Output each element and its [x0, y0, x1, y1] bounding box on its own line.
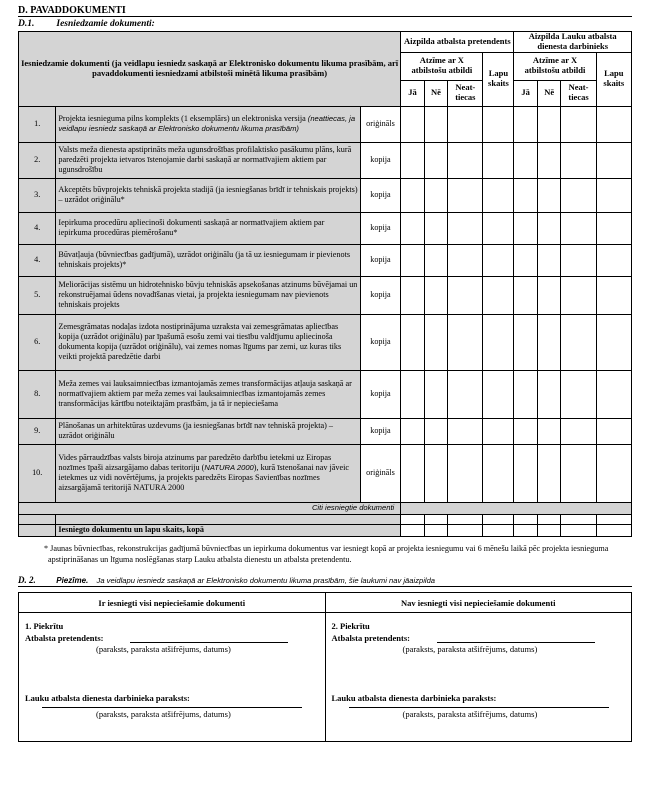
checkbox-cell[interactable] — [561, 314, 596, 370]
checkbox-cell[interactable] — [561, 142, 596, 178]
document-type: kopija — [360, 212, 401, 244]
checkbox-cell[interactable] — [401, 418, 424, 444]
header-documents: Iesniedzamie dokumenti (ja veidlapu iesniedz saskaņā ar Elektronisko dokumentu likuma prasībām, arī pavaddokumenti iesniedzami atbilstoši minētā likuma prasībām) — [19, 32, 401, 107]
pages-cell[interactable] — [483, 244, 514, 276]
checkbox-cell[interactable] — [448, 444, 483, 502]
row-number: 1. — [19, 106, 56, 142]
checkbox-cell[interactable] — [537, 212, 560, 244]
document-row — [19, 276, 632, 314]
total-cell[interactable] — [401, 524, 424, 536]
checkbox-cell[interactable] — [537, 276, 560, 314]
checkbox-cell[interactable] — [448, 106, 483, 142]
checkbox-cell[interactable] — [424, 178, 447, 212]
checkbox-cell[interactable] — [448, 370, 483, 418]
checkbox-cell[interactable] — [424, 514, 447, 524]
officer-label: Lauku atbalsta dienesta darbinieka paraksts: — [331, 693, 497, 704]
officer-signature-line[interactable] — [349, 697, 609, 708]
document-description: Meža zemes vai lauksaimniecības izmantojamās zemes transformācijas atļauja saskaņā ar normatīvajiem aktiem par meža zemes vai lauksaimniecības izmantojamās zemes transformācijas kārtību noteiktajām prasībām, ja tā ir nepieciešama — [56, 370, 360, 418]
checkbox-cell[interactable] — [401, 212, 424, 244]
row-number: 2. — [19, 142, 56, 178]
total-cell[interactable] — [424, 524, 447, 536]
document-description: Valsts meža dienesta apstiprināts meža ugunsdrošības profilaktisko pasākumu plāns, kurā paredzēti projekta ietvaros īstenojamie darbi saskaņā ar normatīvajiem aktiem par ugunsdrošību — [56, 142, 360, 178]
checkbox-cell[interactable] — [401, 276, 424, 314]
subsection-d1 — [18, 17, 632, 31]
document-description: Vides pārraudzības valsts biroja atzinums par paredzēto darbību ietekmi uz Eiropas nozīmes īpaši aizsargājamo dabas teritoriju (NATURA 2000), kurā īstenošanai nav jāveic ietekmes uz vidi novērtējums, ja projekts paredzēts Eiropas Savienības nozīmes aizsargājamā teritorijā NATURA 2000 — [56, 444, 360, 502]
checkbox-cell[interactable] — [448, 142, 483, 178]
checkbox-cell[interactable] — [401, 444, 424, 502]
header-service-group: Aizpilda Lauku atbalsta dienesta darbinieks — [514, 32, 632, 53]
checkbox-cell[interactable] — [448, 212, 483, 244]
checkbox-cell[interactable] — [537, 244, 560, 276]
document-type: kopija — [360, 418, 401, 444]
subsection-number: D.1. — [18, 19, 35, 29]
total-pages-cell[interactable] — [483, 524, 514, 536]
document-type: oriģināls — [360, 106, 401, 142]
other-docs-label: Citi iesniegtie dokumenti — [19, 502, 401, 514]
checkbox-cell[interactable] — [514, 142, 537, 178]
header-no: Nē — [424, 80, 447, 106]
checkbox-cell[interactable] — [448, 276, 483, 314]
checkbox-cell[interactable] — [448, 418, 483, 444]
row-number: 9. — [19, 418, 56, 444]
header-not-submitted-all: Nav iesniegti visi nepieciešamie dokumenti — [325, 593, 632, 613]
checkbox-cell[interactable] — [424, 244, 447, 276]
row-number: 8. — [19, 370, 56, 418]
checkbox-cell[interactable] — [424, 212, 447, 244]
checkbox-cell[interactable] — [537, 178, 560, 212]
document-description: Meliorācijas sistēmu un hidrotehnisko būvju tehniskās apsekošanas atzinums būvējamai un rekonstruējamai ūdens novadīšanas vietai, ja projekta iesniegumam nav pievienots tehniskais projekts — [56, 276, 360, 314]
total-cell[interactable] — [514, 524, 537, 536]
checkbox-cell[interactable] — [561, 444, 596, 502]
pages-cell[interactable] — [596, 314, 631, 370]
header-no: Nē — [537, 80, 560, 106]
pages-cell[interactable] — [483, 276, 514, 314]
header-yes: Jā — [514, 80, 537, 106]
document-description: Plānošanas un arhitektūras uzdevums (ja iesniegšanas brīdī nav tehniskā projekta) – uzrādot oriģinālu — [56, 418, 360, 444]
document-type: kopija — [360, 276, 401, 314]
document-type: oriģināls — [360, 444, 401, 502]
document-row — [19, 314, 632, 370]
signature-table — [18, 592, 632, 742]
checkbox-cell[interactable] — [401, 370, 424, 418]
header-service-mark: Atzīme ar X atbilstošu atbildi — [514, 52, 596, 80]
checkbox-cell[interactable] — [561, 276, 596, 314]
checkbox-cell[interactable] — [401, 514, 424, 524]
header-yes: Jā — [401, 80, 424, 106]
checkbox-cell[interactable] — [401, 244, 424, 276]
document-type: kopija — [360, 142, 401, 178]
document-row — [19, 178, 632, 212]
checkbox-cell[interactable] — [401, 142, 424, 178]
row-number: 4. — [19, 244, 56, 276]
signature-caption: (paraksts, paraksta atšifrējums, datums) — [96, 709, 231, 720]
pages-cell[interactable] — [483, 178, 514, 212]
agree-title: 2. Piekrītu — [331, 621, 370, 632]
checkbox-cell[interactable] — [561, 418, 596, 444]
pages-cell[interactable] — [596, 514, 631, 524]
subsection-number: D. 2. — [18, 575, 36, 586]
pages-cell[interactable] — [596, 370, 631, 418]
checkbox-cell[interactable] — [537, 314, 560, 370]
checkbox-cell[interactable] — [514, 212, 537, 244]
checkbox-cell[interactable] — [561, 514, 596, 524]
document-type: kopija — [360, 178, 401, 212]
checkbox-cell[interactable] — [514, 178, 537, 212]
applicant-signature-line[interactable] — [130, 632, 288, 643]
checkbox-cell[interactable] — [424, 314, 447, 370]
checkbox-cell[interactable] — [424, 444, 447, 502]
checkbox-cell[interactable] — [537, 444, 560, 502]
pages-cell[interactable] — [483, 106, 514, 142]
pages-cell[interactable] — [483, 314, 514, 370]
document-row — [19, 244, 632, 276]
pages-cell[interactable] — [483, 444, 514, 502]
officer-label: Lauku atbalsta dienesta darbinieka paraksts: — [25, 693, 190, 704]
checkbox-cell[interactable] — [424, 370, 447, 418]
pages-cell[interactable] — [483, 370, 514, 418]
signature-block-right — [325, 613, 632, 742]
pages-cell[interactable] — [596, 276, 631, 314]
footnote: * Jaunas būvniecības, rekonstrukcijas gadījumā būvniecības un iepirkuma dokumentus var iesniegt kopā ar projekta iesniegumu vai 6 mēnešu laikā pēc projekta iesnieguma apstiprināšanas un līguma noslēgšanas starp Lauku atbalsta dienestu un atbalsta pretendentu. — [44, 543, 609, 565]
checkbox-cell[interactable] — [514, 418, 537, 444]
pages-cell[interactable] — [596, 142, 631, 178]
document-row — [19, 418, 632, 444]
document-description: Iepirkuma procedūru apliecinoši dokumenti saskaņā ar normatīvajiem aktiem par iepirkuma procedūras piemērošanu* — [56, 212, 360, 244]
documents-table — [18, 31, 632, 537]
total-pages-cell[interactable] — [596, 524, 631, 536]
row-number: 10. — [19, 444, 56, 502]
header-applicant-pages: Lapu skaits — [483, 52, 514, 106]
checkbox-cell[interactable] — [514, 444, 537, 502]
signature-caption: (paraksts, paraksta atšifrējums, datums) — [402, 709, 538, 720]
pages-cell[interactable] — [596, 418, 631, 444]
checkbox-cell[interactable] — [537, 418, 560, 444]
document-type: kopija — [360, 314, 401, 370]
checkbox-cell[interactable] — [561, 212, 596, 244]
applicant-label: Atbalsta pretendents: — [331, 633, 410, 644]
checkbox-cell[interactable] — [537, 514, 560, 524]
pages-cell[interactable] — [596, 178, 631, 212]
document-row — [19, 142, 632, 178]
row-number: 5. — [19, 276, 56, 314]
header-applicant-mark: Atzīme ar X atbilstošu atbildi — [401, 52, 483, 80]
document-description: Zemesgrāmatas nodaļas izdota nostiprinājuma uzraksta vai zemesgrāmatas apliecības kopija (uzrādot oriģinālu) par īpašumā esošu zemi vai tiesību valdījumu apliecinoša dokumenta kopija (uzrādot oriģinālu), vai zemes nomas līgums par zemi, uz kuras tiks veikti projektā paredzētie darbi — [56, 314, 360, 370]
officer-signature-line[interactable] — [42, 697, 302, 708]
pages-cell[interactable] — [483, 514, 514, 524]
document-row — [19, 212, 632, 244]
checkbox-cell[interactable] — [448, 314, 483, 370]
total-cell[interactable] — [537, 524, 560, 536]
checkbox-cell[interactable] — [537, 370, 560, 418]
note-label: Piezīme. — [56, 576, 89, 586]
header-applicant-group: Aizpilda atbalsta pretendents — [401, 32, 514, 53]
signature-caption: (paraksts, paraksta atšifrējums, datums) — [402, 644, 538, 655]
document-row — [19, 444, 632, 502]
checkbox-cell[interactable] — [561, 370, 596, 418]
checkbox-cell[interactable] — [401, 314, 424, 370]
checkbox-cell[interactable] — [424, 418, 447, 444]
subsection-d2 — [18, 574, 632, 587]
checkbox-cell[interactable] — [424, 142, 447, 178]
checkbox-cell[interactable] — [561, 178, 596, 212]
header-na: Neat-tiecas — [561, 80, 596, 106]
note-text: Ja veidlapu iesniedz saskaņā ar Elektronisko dokumentu likuma prasībām, šie laukumi nav jāaizpilda — [96, 576, 436, 586]
row-number: 3. — [19, 178, 56, 212]
checkbox-cell[interactable] — [514, 370, 537, 418]
pages-cell[interactable] — [596, 212, 631, 244]
checkbox-cell[interactable] — [514, 514, 537, 524]
document-description: Akceptēts būvprojekts tehniskā projekta stadijā (ja iesniegšanas brīdī ir tehniskais projekts) – uzrādot oriģinālu* — [56, 178, 360, 212]
pages-cell[interactable] — [596, 244, 631, 276]
checkbox-cell[interactable] — [537, 106, 560, 142]
total-cell[interactable] — [448, 524, 483, 536]
header-service-pages: Lapu skaits — [596, 52, 631, 106]
document-type: kopija — [360, 370, 401, 418]
applicant-label: Atbalsta pretendents: — [25, 633, 104, 644]
total-label: Iesniegto dokumentu un lapu skaits, kopā — [56, 524, 401, 536]
checkbox-cell[interactable] — [514, 314, 537, 370]
document-type: kopija — [360, 244, 401, 276]
checkbox-cell[interactable] — [448, 514, 483, 524]
checkbox-cell[interactable] — [448, 178, 483, 212]
header-submitted-all: Ir iesniegti visi nepieciešamie dokumenti — [19, 593, 326, 613]
pages-cell[interactable] — [596, 444, 631, 502]
subsection-title: Iesniedzamie dokumenti: — [56, 19, 155, 29]
header-na: Neat-tiecas — [448, 80, 483, 106]
pages-cell[interactable] — [596, 106, 631, 142]
document-description: Projekta iesnieguma pilns komplekts (1 eksemplārs) un elektroniska versija (neattiecas, ja veidlapu iesniedz saskaņā ar Elektronisko dokumentu likuma prasībām) — [56, 106, 360, 142]
checkbox-cell[interactable] — [514, 276, 537, 314]
signature-caption: (paraksts, paraksta atšifrējums, datums) — [96, 644, 231, 655]
pages-cell[interactable] — [483, 142, 514, 178]
checkbox-cell[interactable] — [424, 276, 447, 314]
row-number: 4. — [19, 212, 56, 244]
agree-title: 1. Piekrītu — [25, 621, 64, 632]
pages-cell[interactable] — [483, 212, 514, 244]
checkbox-cell[interactable] — [537, 142, 560, 178]
signature-block-left — [19, 613, 326, 742]
checkbox-cell[interactable] — [424, 106, 447, 142]
pages-cell[interactable] — [483, 418, 514, 444]
document-row — [19, 106, 632, 142]
checkbox-cell[interactable] — [561, 244, 596, 276]
checkbox-cell[interactable] — [514, 244, 537, 276]
applicant-signature-line[interactable] — [437, 632, 595, 643]
checkbox-cell[interactable] — [401, 178, 424, 212]
total-cell[interactable] — [561, 524, 596, 536]
checkbox-cell[interactable] — [401, 106, 424, 142]
document-row — [19, 370, 632, 418]
checkbox-cell[interactable] — [561, 106, 596, 142]
document-description: Būvatļauja (būvniecības gadījumā), uzrādot oriģinālu (ja tā uz iesniegumam ir pievienots tehniskais projekts)* — [56, 244, 360, 276]
row-number: 6. — [19, 314, 56, 370]
checkbox-cell[interactable] — [514, 106, 537, 142]
checkbox-cell[interactable] — [448, 244, 483, 276]
section-title: D. PAVADDOKUMENTI — [18, 4, 632, 17]
